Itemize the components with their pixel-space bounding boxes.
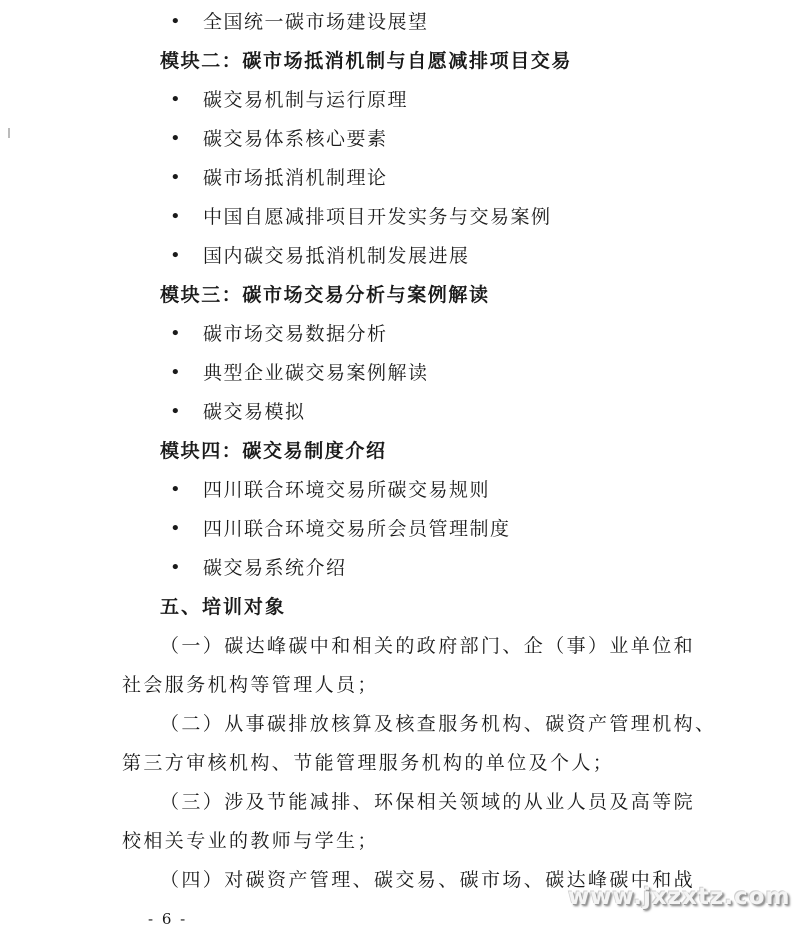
module-heading: 模块二：碳市场抵消机制与自愿减排项目交易 — [160, 50, 573, 72]
paragraph-line: （三）涉及节能减排、环保相关领域的从业人员及高等院 — [160, 791, 696, 813]
bullet-item: 碳交易系统介绍 — [203, 557, 347, 579]
bullet-icon: • — [170, 11, 181, 32]
bullet-item: 四川联合环境交易所碳交易规则 — [203, 479, 491, 501]
bullet-icon: • — [170, 128, 181, 149]
bullet-icon: • — [170, 518, 181, 539]
bullet-icon: • — [170, 167, 181, 188]
module-heading: 模块四：碳交易制度介绍 — [160, 440, 387, 462]
paragraph-line: （四）对碳资产管理、碳交易、碳市场、碳达峰碳中和战 — [160, 869, 696, 891]
bullet-icon: • — [170, 89, 181, 110]
bullet-item: 碳市场交易数据分析 — [203, 323, 388, 345]
module-heading: 模块三：碳市场交易分析与案例解读 — [160, 284, 490, 306]
bullet-icon: • — [170, 557, 181, 578]
section-heading: 五、培训对象 — [160, 596, 287, 618]
bullet-item: 中国自愿减排项目开发实务与交易案例 — [203, 206, 552, 228]
bullet-item: 碳交易体系核心要素 — [203, 128, 388, 150]
bullet-icon: • — [170, 323, 181, 344]
bullet-item: 典型企业碳交易案例解读 — [203, 362, 429, 384]
bullet-item: 全国统一碳市场建设展望 — [203, 11, 429, 33]
paragraph-line: 第三方审核机构、节能管理服务机构的单位及个人； — [122, 752, 615, 774]
bullet-item: 碳市场抵消机制理论 — [203, 167, 388, 189]
site-watermark: www.jxzxtz.com — [568, 884, 791, 910]
page-number: - 6 - — [148, 910, 188, 928]
bullet-item: 国内碳交易抵消机制发展进展 — [203, 245, 470, 267]
bullet-item: 碳交易机制与运行原理 — [203, 89, 409, 111]
paragraph-line: （二）从事碳排放核算及核查服务机构、碳资产管理机构、 — [160, 713, 717, 735]
paragraph-line: （一）碳达峰碳中和相关的政府部门、企（事）业单位和 — [160, 635, 696, 657]
bullet-icon: • — [170, 479, 181, 500]
paragraph-line: 社会服务机构等管理人员； — [122, 674, 379, 696]
bullet-icon: • — [170, 362, 181, 383]
paragraph-line: 校相关专业的教师与学生； — [122, 830, 379, 852]
bullet-item: 碳交易模拟 — [203, 401, 306, 423]
bullet-icon: • — [170, 245, 181, 266]
bullet-icon: • — [170, 206, 181, 227]
scan-margin-mark — [8, 128, 10, 138]
bullet-icon: • — [170, 401, 181, 422]
bullet-item: 四川联合环境交易所会员管理制度 — [203, 518, 511, 540]
